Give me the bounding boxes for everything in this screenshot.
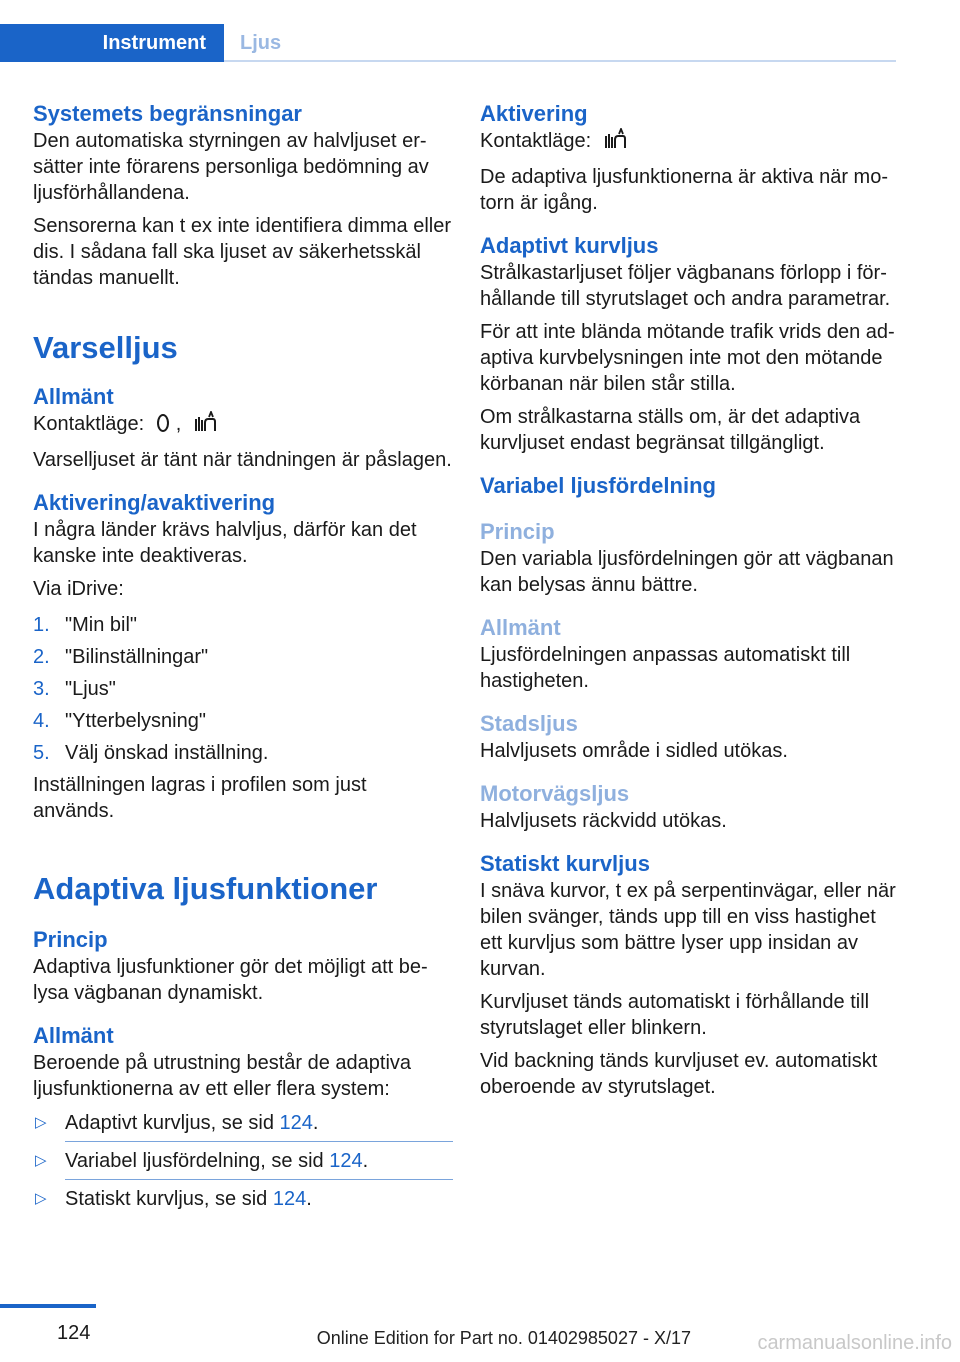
paragraph: Den variabla ljusfördelningen gör att vägbanan kan belysas ännu bättre. (480, 548, 894, 596)
footer-accent-bar (0, 1304, 96, 1308)
bullet-triangle-icon: ▷ (35, 1152, 47, 1169)
heading-systemets-begransningar: Systemets begränsningar (33, 101, 302, 126)
divider (65, 1141, 453, 1142)
paragraph: Adaptiva ljusfunktioner gör det möjligt att belysa vägbanan dynamiskt. (33, 956, 428, 1004)
paragraph: Kurvljuset tänds automatiskt i förhållande till styrutslaget eller blinkern. (480, 991, 870, 1039)
separator: , (175, 413, 182, 435)
edition-note: Online Edition for Part no. 01402985027 - X/17 (316, 1328, 691, 1348)
paragraph: Halvljusets område i sidled utökas. (480, 740, 788, 762)
paragraph: Via iDrive: (33, 578, 124, 600)
paragraph: Sensorerna kan t ex inte identifiera dimma eller dis. I sådana fall ska ljuset av säkerhetsskäl tändas manuellt. (33, 215, 451, 289)
paragraph: Ljusfördelningen anpassas automatiskt till hastigheten. (480, 644, 851, 692)
list-item: 2. "Bilinställningar" (33, 646, 209, 668)
divider (65, 1179, 453, 1180)
kontaktlage-line (33, 411, 453, 440)
heading-aktivering: Aktivering (480, 101, 588, 126)
idrive-steps (33, 612, 453, 766)
heading-motorvagsljus: Motorvägsljus (480, 781, 630, 806)
heading-stadsljus: Stadsljus (480, 711, 578, 736)
heading-allmant: Allmänt (480, 615, 561, 640)
list-item: ▷ Statiskt kurvljus, se sid 124. (35, 1188, 312, 1210)
heading-princip: Princip (480, 519, 555, 544)
system-list (33, 1110, 453, 1212)
list-item: ▷ Adaptivt kurvljus, se sid 124. (33, 1110, 453, 1142)
paragraph: Om strålkastarna ställs om, är det adaptiva kurvljuset endast begränsat tillgängligt. (480, 406, 861, 454)
header-rule (224, 60, 896, 62)
heading-adaptivt-kurvljus: Adaptivt kurvljus (480, 233, 659, 258)
paragraph: I några länder krävs halvljus, därför kan det kanske inte deaktiveras. (33, 519, 417, 567)
paragraph: I snäva kurvor, t ex på serpentinvägar, eller när bilen svänger, tänds upp till en viss hastighet ett kurvljus som bättre lyser upp insidan av kurvan. (480, 880, 896, 980)
heading-princip: Princip (33, 927, 108, 952)
paragraph: Vid backning tänds kurvljuset ev. automatiskt oberoende av styrutslaget. (480, 1050, 878, 1098)
bullet-triangle-icon: ▷ (35, 1114, 47, 1131)
engine-start-icon (603, 128, 627, 157)
list-item: 5. Välj önskad inställning. (33, 742, 269, 764)
kontaktlage-label: Kontaktläge: (33, 413, 145, 435)
paragraph: De adaptiva ljusfunktionerna är aktiva när motorn är igång. (480, 166, 888, 214)
paragraph: För att inte blända mötande trafik vrids den adaptiva kurvbelysningen inte mot den mötande körbanan när bilen står stilla. (480, 321, 895, 395)
right-column (480, 100, 900, 1107)
heading-allmant: Allmänt (33, 384, 114, 409)
paragraph: Den automatiska styrningen av halvljuset ersätter inte förarens personliga bedömning av ljusförhållandena. (33, 130, 429, 204)
paragraph: Halvljusets räckvidd utökas. (480, 810, 727, 832)
list-item: 3. "Ljus" (33, 678, 116, 700)
watermark: carmanualsonline.info (757, 1332, 952, 1354)
page-number: 124 (57, 1322, 91, 1344)
left-column (33, 100, 453, 1218)
paragraph: Beroende på utrustning består de adaptiva ljusfunktionerna av ett eller flera system: (33, 1052, 412, 1100)
paragraph: Strålkastarljuset följer vägbanans förlopp i förhållande till styrutslaget och andra parametrar. (480, 262, 891, 310)
list-item: 1. "Min bil" (33, 614, 137, 636)
page-link[interactable]: 124 (279, 1112, 313, 1134)
paragraph: Varselljuset är tänt när tändningen är påslagen. (33, 449, 452, 471)
heading-adaptiva-ljusfunktioner: Adaptiva ljusfunktioner (33, 871, 378, 906)
heading-varselljus: Varselljus (33, 330, 178, 365)
heading-statiskt-kurvljus: Statiskt kurvljus (480, 851, 650, 876)
heading-allmant: Allmänt (33, 1023, 114, 1048)
key-ring-icon (156, 413, 170, 440)
paragraph: Inställningen lagras i profilen som just används. (33, 774, 367, 822)
header-tabs (0, 24, 896, 62)
heading-aktivering-avaktivering: Aktivering/avaktivering (33, 490, 276, 515)
bullet-triangle-icon: ▷ (35, 1190, 47, 1207)
kontaktlage-line (480, 128, 900, 157)
page-link[interactable]: 124 (329, 1150, 363, 1172)
list-item: ▷ Variabel ljusfördelning, se sid 124. (33, 1148, 453, 1180)
engine-start-icon (193, 411, 217, 440)
list-item: 4. "Ytterbelysning" (33, 710, 206, 732)
tab-instrument[interactable]: Instrument (0, 24, 224, 62)
tab-ljus[interactable]: Ljus (240, 32, 282, 54)
page-link[interactable]: 124 (272, 1188, 307, 1210)
kontaktlage-label: Kontaktläge: (480, 130, 592, 152)
heading-variabel-ljusfordelning: Variabel ljusfördelning (480, 473, 716, 498)
